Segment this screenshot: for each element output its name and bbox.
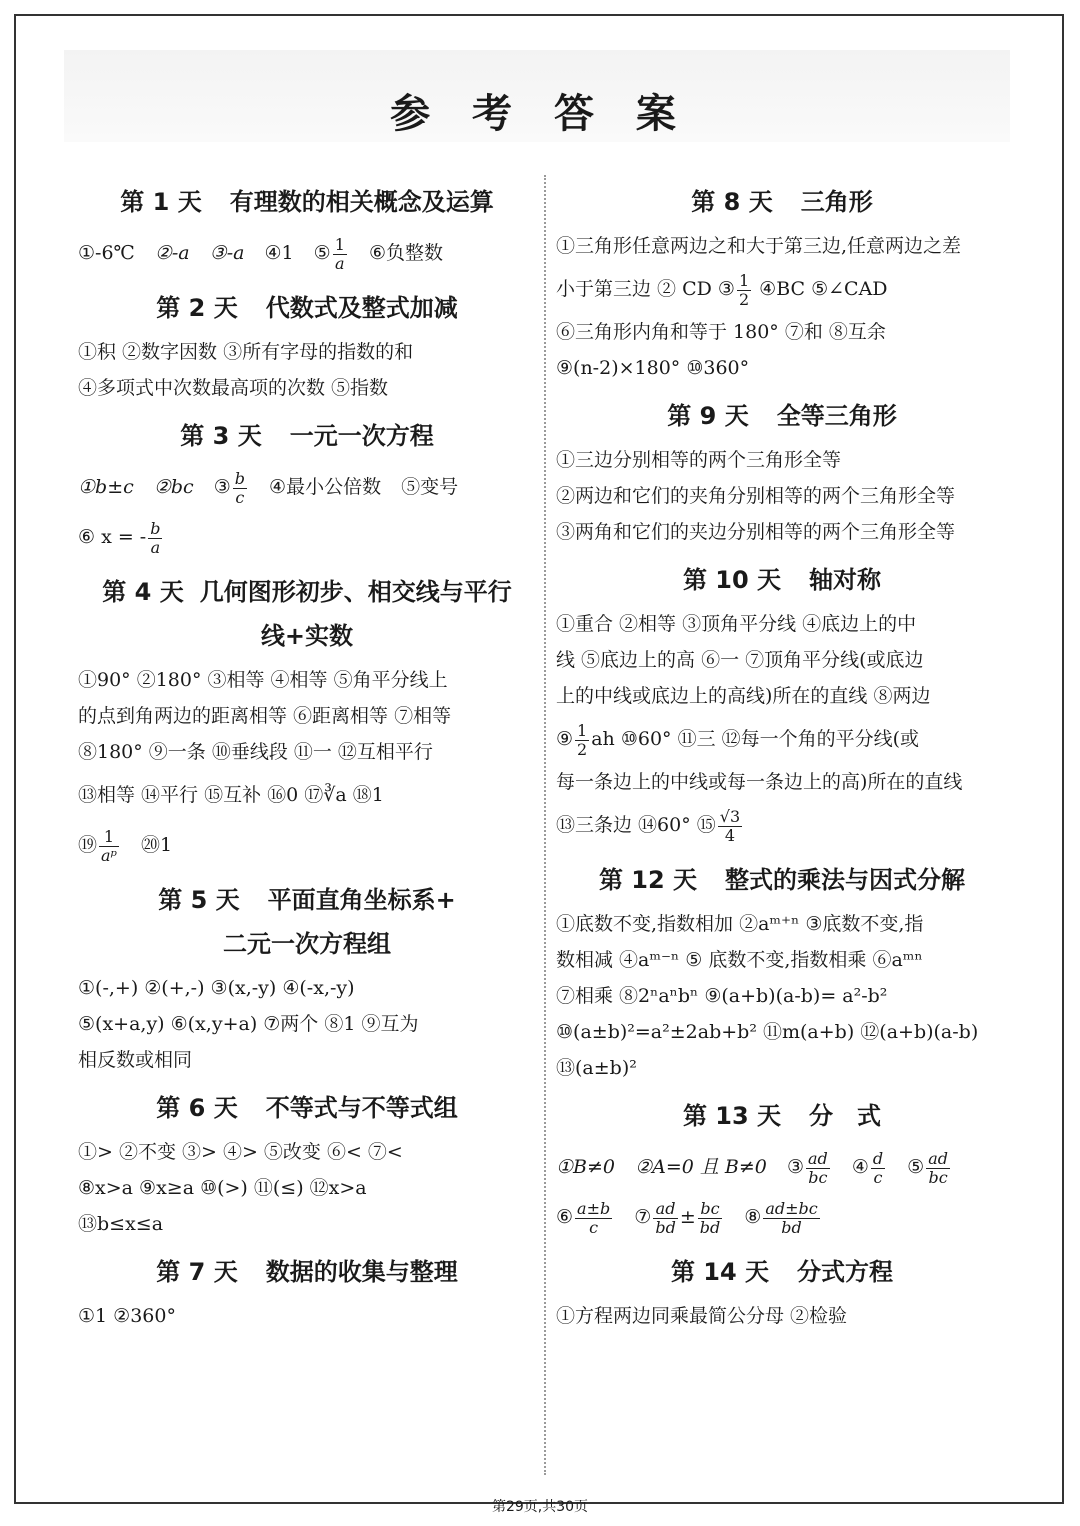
day10-title: 第 10 天 轴对称: [682, 566, 882, 594]
page-title: 参 考 答 案: [390, 91, 690, 137]
fraction: $\frac{d}{c}$: [872, 1148, 884, 1187]
day5-line3: 相反数或相同: [78, 1049, 193, 1071]
day5-title-cont: 二元一次方程组: [223, 930, 391, 958]
day1-title: 第 1 天 有理数的相关概念及运算: [120, 188, 494, 216]
fraction: $\frac{b}{a}$: [150, 518, 161, 557]
day9-line2: ②两边和它们的夹角分别相等的两个三角形全等: [556, 485, 956, 507]
day1-answers: ①-6℃ ②-a ③-a ④1 ⑤ $\frac{1}{a}$ ⑥负整数: [78, 234, 443, 273]
page-footer: 第29页,共30页: [491, 1499, 589, 1515]
day2-line2: ④多项式中次数最高项的次数 ⑤指数: [78, 377, 389, 399]
day10-line5: 每一条边上的中线或每一条边上的高)所在的直线: [556, 771, 963, 793]
day4-line4: ⑬相等 ⑭平行 ⑮互补 ⑯0 ⑰∛a ⑱1: [78, 784, 384, 806]
day9-line3: ③两角和它们的夹边分别相等的两个三角形全等: [556, 521, 956, 543]
day4-line3: ⑧180° ⑨一条 ⑩垂线段 ⑪一 ⑫互相平行: [78, 741, 433, 763]
day12-line4: ⑩(a±b)²=a²±2ab+b² ⑪m(a+b) ⑫(a+b)(a-b): [556, 1021, 979, 1043]
day4-line5: ⑲ $\frac{1}{\text{aᵖ}}$ ⑳1: [78, 826, 173, 865]
day6-title: 第 6 天 不等式与不等式组: [156, 1094, 458, 1122]
day12-line2: 数相减 ④aᵐ⁻ⁿ ⑤ 底数不变,指数相乘 ⑥aᵐⁿ: [556, 949, 923, 971]
fraction: $\frac{ad\pm bc}{bd}$: [765, 1198, 818, 1237]
day14-line1: ①方程两边同乘最简公分母 ②检验: [556, 1305, 848, 1327]
fraction: $\frac{1}{a}$: [334, 234, 345, 273]
day12-line5: ⑬(a±b)²: [556, 1057, 637, 1079]
fraction: $\frac{a\pm b}{c}$: [577, 1198, 611, 1237]
day3-title: 第 3 天 一元一次方程: [180, 422, 434, 450]
day2-title: 第 2 天 代数式及整式加减: [156, 294, 458, 322]
day2-line1: ①积 ②数字因数 ③所有字母的指数的和: [78, 341, 414, 363]
day13-title: 第 13 天 分 式: [682, 1102, 882, 1130]
day8-line2: 小于第三边 ② CD ③ $\frac{1}{2}$ ④BC ⑤∠CAD: [556, 270, 888, 309]
day13-line1: ①B≠0 ②A=0 且 B≠0 ③ $\frac{ad}{bc}$ ④ $\frac{d}{c}$ ⑤ $\frac{ad}{bc}$: [556, 1148, 948, 1187]
day7-line1: ①1 ②360°: [78, 1305, 176, 1327]
day8-line3: ⑥三角形内角和等于 180° ⑦和 ⑧互余: [556, 321, 886, 343]
day12-line1: ①底数不变,指数相加 ②aᵐ⁺ⁿ ③底数不变,指: [556, 913, 924, 935]
day4-line1: ①90° ②180° ③相等 ④相等 ⑤角平分线上: [78, 669, 448, 691]
day8-line4: ⑨(n-2)×180° ⑩360°: [556, 357, 750, 379]
day6-line2: ⑧x>a ⑨x≥a ⑩(>) ⑪(≤) ⑫x>a: [78, 1177, 367, 1199]
fraction: $\frac{b}{c}$: [234, 468, 245, 507]
day5-line2: ⑤(x+a,y) ⑥(x,y+a) ⑦两个 ⑧1 ⑨互为: [78, 1013, 419, 1035]
fraction: $\frac{1}{2}$: [738, 270, 750, 309]
day3-answer6: ⑥ x = - $\frac{b}{a}$: [78, 518, 161, 557]
day5-line1: ①(-,+) ②(+,-) ③(x,-y) ④(-x,-y): [78, 977, 355, 999]
day9-line1: ①三边分别相等的两个三角形全等: [556, 449, 842, 471]
day6-line1: ①> ②不变 ③> ④> ⑤改变 ⑥< ⑦<: [78, 1141, 403, 1163]
day10-line1: ①重合 ②相等 ③顶角平分线 ④底边上的中: [556, 613, 917, 635]
day12-title: 第 12 天 整式的乘法与因式分解: [598, 866, 966, 894]
day13-line2: ⑥ $\frac{a\pm b}{c}$ ⑦ $\frac{ad}{bd}$ ± $\frac{bc}{bd}$ ⑧ $\frac{ad\pm bc}{bd}$: [556, 1198, 818, 1237]
fraction: $\frac{ad}{bd}$: [655, 1198, 676, 1237]
fraction: $\frac{ad}{bc}$: [928, 1148, 948, 1187]
day6-line3: ⑬b≤x≤a: [78, 1213, 164, 1235]
day4-title: 第 4 天 几何图形初步、相交线与平行: [102, 578, 512, 606]
day8-title: 第 8 天 三角形: [691, 188, 873, 216]
fraction: $\frac{√3}{4}$: [719, 806, 741, 845]
fraction: $\frac{ad}{bc}$: [807, 1148, 828, 1187]
day10-line3: 上的中线或底边上的高线)所在的直线 ⑧两边: [556, 685, 931, 707]
day3-answers: ①b±c ②bc ③ $\frac{b}{c}$ ④最小公倍数 ⑤变号: [78, 468, 459, 507]
day10-line6: ⑬三条边 ⑭60° ⑮ $\frac{√3}{4}$: [556, 806, 741, 845]
day10-line4: ⑨ $\frac{1}{2}$ ah ⑩60° ⑪三 ⑫每一个角的平分线(或: [556, 720, 920, 759]
fraction: $\frac{bc}{bd}$: [699, 1198, 721, 1237]
day10-line2: 线 ⑤底边上的高 ⑥一 ⑦顶角平分线(或底边: [556, 649, 924, 671]
right-column: [556, 172, 1008, 1334]
day4-title-cont: 线+实数: [260, 622, 354, 650]
day8-line1: ①三角形任意两边之和大于第三边,任意两边之差: [556, 235, 962, 257]
day5-title: 第 5 天 平面直角坐标系+: [158, 886, 456, 914]
day9-title: 第 9 天 全等三角形: [667, 402, 897, 430]
left-column: [78, 172, 536, 1334]
day14-title: 第 14 天 分式方程: [670, 1258, 894, 1286]
day12-line3: ⑦相乘 ⑧2ⁿaⁿbⁿ ⑨(a+b)(a-b)= a²-b²: [556, 985, 888, 1007]
fraction: $\frac{1}{2}$: [577, 720, 588, 759]
day4-line2: 的点到角两边的距离相等 ⑥距离相等 ⑦相等: [78, 705, 452, 727]
day7-title: 第 7 天 数据的收集与整理: [156, 1258, 458, 1286]
column-divider: [544, 175, 546, 1475]
fraction: $\frac{1}{\text{aᵖ}}$: [101, 826, 117, 865]
